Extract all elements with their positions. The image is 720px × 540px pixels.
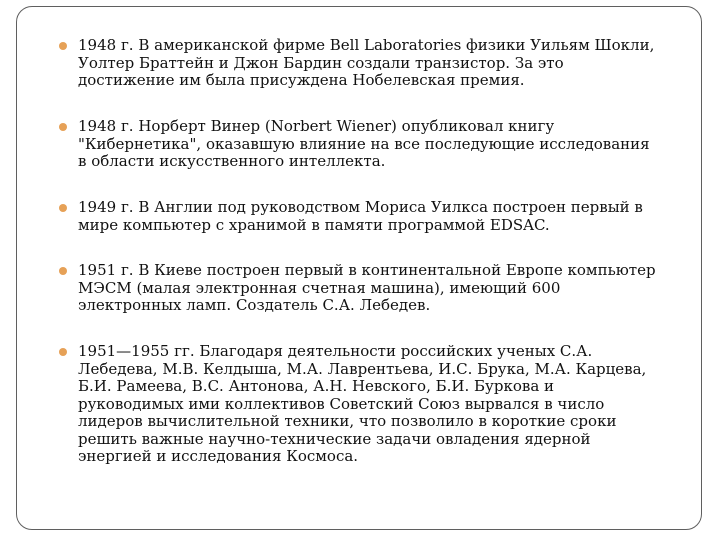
list-item-text: 1948 г. В американской фирме Bell Laboratories физики Уильям Шокли, Уолтер Браттейн и Джон Бардин создали транзистор. За это достижение им была присуждена Нобелевская премия.	[78, 36, 655, 89]
list-item-1951-1955-soviet-computing	[78, 343, 656, 466]
bullet-icon	[59, 123, 67, 131]
list-item-1951-mesm	[78, 262, 656, 315]
list-item-text: 1949 г. В Англии под руководством Мориса Уилкса построен первый в мире компьютер с хранимой в памяти программой EDSAC.	[78, 198, 643, 234]
list-item-text: 1948 г. Норберт Винер (Norbert Wiener) опубликовал книгу "Кибернетика", оказавшую влияние на все последующие исследования в области искусственного интеллекта.	[78, 117, 650, 170]
bullet-icon	[59, 204, 67, 212]
list-item-text: 1951—1955 гг. Благодаря деятельности российских ученых С.А. Лебедева, М.В. Келдыша, М.А. Лаврентьева, И.С. Брука, М.А. Карцева, Б.И. Рамеева, В.С. Антонова, А.Н. Невского, Б.И. Буркова и руководимых ими коллективов Советский Союз вырвался в число лидеров вычислительной техники, что позволило в короткие сроки решить важные научно-технические задачи овладения ядерной энергией и исследования Космоса.	[78, 342, 647, 465]
list-item-text: 1951 г. В Киеве построен первый в континентальной Европе компьютер МЭСМ (малая электронная счетная машина), имеющий 600 электронных ламп. Создатель С.А. Лебедев.	[78, 261, 656, 314]
bullet-icon	[59, 42, 67, 50]
bullet-icon	[59, 267, 67, 275]
list-item-1948-transistor	[78, 37, 656, 90]
list-item-1949-edsac	[78, 199, 656, 234]
bullet-icon	[59, 348, 67, 356]
list-item-1948-cybernetics	[78, 118, 656, 171]
